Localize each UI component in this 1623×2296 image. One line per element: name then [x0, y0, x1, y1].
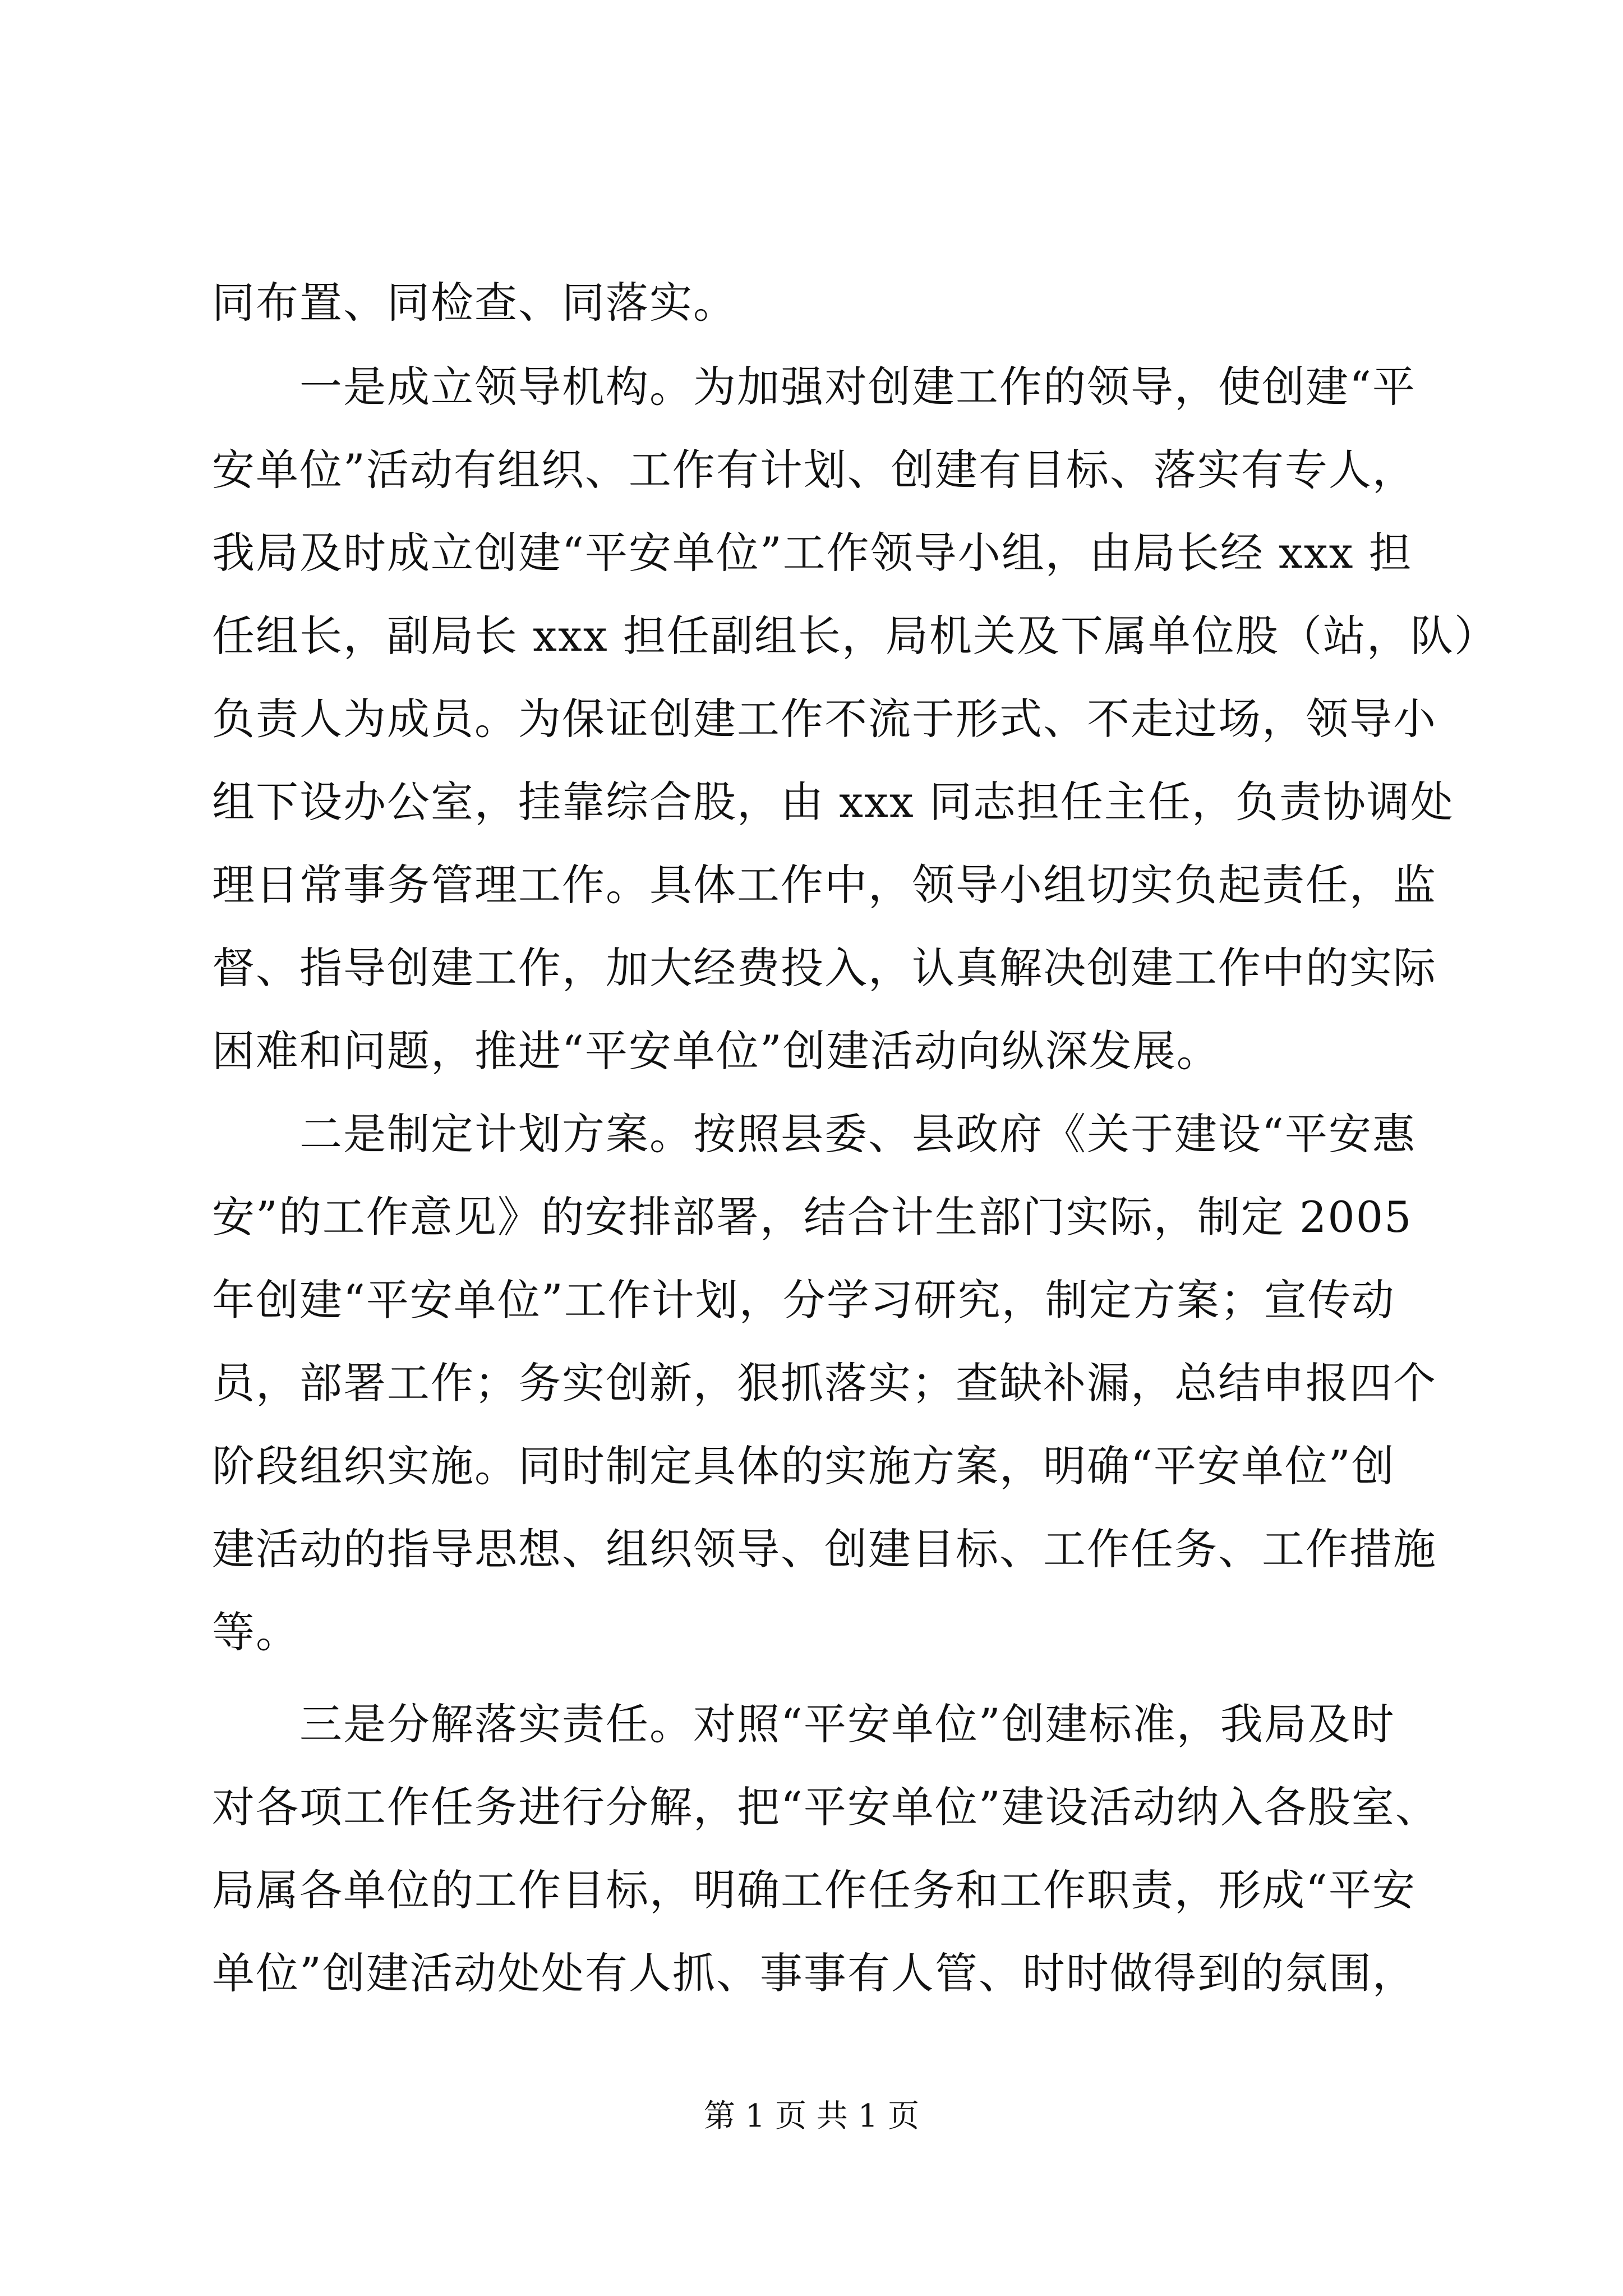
body-text-line: 二是制定计划方案。按照县委、县政府《关于建设“平安惠: [212, 1109, 1416, 1159]
body-text-line: 任组长，副局长 xxx 担任副组长，局机关及下属单位股（站，队）: [212, 611, 1498, 661]
body-text-line: 理日常事务管理工作。具体工作中，领导小组切实负起责任，监: [212, 860, 1437, 910]
body-text-line: 安单位”活动有组织、工作有计划、创建有目标、落实有专人，: [212, 445, 1416, 495]
body-text-line: 局属各单位的工作目标，明确工作任务和工作职责，形成“平安: [212, 1865, 1416, 1915]
body-text-line: 组下设办公室，挂靠综合股，由 xxx 同志担任主任，负责协调处: [212, 777, 1454, 827]
body-text-line: 我局及时成立创建“平安单位”工作领导小组，由局长经 xxx 担: [212, 528, 1413, 578]
body-text-line: 员，部署工作；务实创新，狠抓落实；查缺补漏，总结申报四个: [212, 1358, 1437, 1408]
body-text-line: 年创建“平安单位”工作计划，分学习研究，制定方案；宣传动: [212, 1275, 1395, 1325]
body-text-line: 困难和问题，推进“平安单位”创建活动向纵深发展。: [212, 1026, 1220, 1076]
body-text-line: 对各项工作任务进行分解，把“平安单位”建设活动纳入各股室、: [212, 1782, 1439, 1832]
body-text-line: 安”的工作意见》的安排部署，结合计生部门实际，制定 2005: [212, 1192, 1413, 1242]
body-text-line: 等。: [212, 1607, 299, 1657]
body-text-line: 建活动的指导思想、组织领导、创建目标、工作任务、工作措施: [212, 1524, 1437, 1574]
page-footer: 第 1 页 共 1 页: [703, 2098, 920, 2134]
body-text-line: 单位”创建活动处处有人抓、事事有人管、时时做得到的氛围，: [212, 1948, 1416, 1998]
body-text-line: 同布置、同检查、同落实。: [212, 278, 737, 328]
body-text-line: 负责人为成员。为保证创建工作不流于形式、不走过场，领导小: [212, 694, 1437, 744]
body-text-line: 一是成立领导机构。为加强对创建工作的领导，使创建“平: [212, 362, 1416, 412]
body-text-line: 阶段组织实施。同时制定具体的实施方案，明确“平安单位”创: [212, 1441, 1395, 1491]
body-text-line: 督、指导创建工作，加大经费投入，认真解决创建工作中的实际: [212, 943, 1437, 993]
body-text-line: 三是分解落实责任。对照“平安单位”创建标准，我局及时: [212, 1699, 1395, 1749]
